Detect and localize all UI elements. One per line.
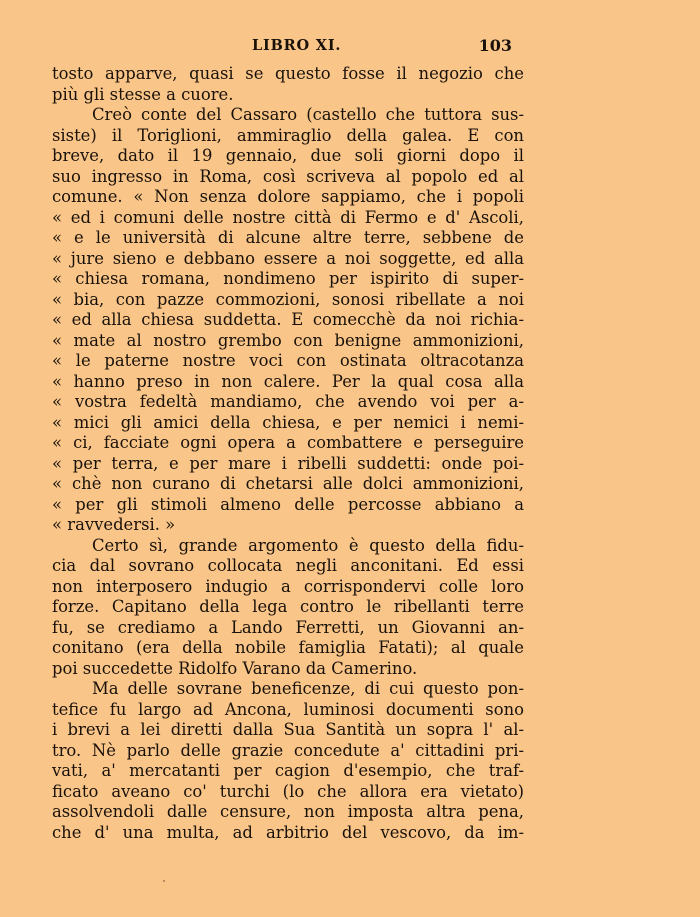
text-line: « ed alla chiesa suddetta. E comecchè da noi richia- — [52, 310, 524, 329]
text-line: tro. Nè parlo delle grazie concedute a' cittadini pri- — [52, 740, 524, 760]
paper-speck — [163, 880, 165, 882]
text-line: non interposero indugio a corrispondervi colle loro — [52, 576, 524, 596]
text-line: poi succedette Ridolfo Varano da Camerino. — [52, 658, 418, 678]
text-line: comune. « Non senza dolore sappiamo, che i popoli — [52, 187, 524, 206]
text-line: cia dal sovrano collocata negli anconitani. Ed essi — [52, 556, 524, 575]
text-line: « ed i comuni delle nostre città di Fermo e d' Ascoli, — [52, 207, 524, 227]
text-line: breve, dato il 19 gennaio, due soli giorni dopo il — [52, 146, 524, 165]
text-line: tefice fu largo ad Ancona, luminosi documenti sono — [52, 699, 524, 719]
text-line: « le paterne nostre voci con ostinata oltracotanza — [52, 351, 524, 370]
text-line: « ravvedersi. » — [52, 515, 176, 534]
text-line: « jure sieno e debbano essere a noi soggette, ed alla — [52, 248, 524, 268]
text-line: « per terra, e per mare i ribelli suddetti: onde poi- — [52, 453, 524, 473]
page-header — [52, 34, 512, 58]
text-line: tosto apparve, quasi se questo fosse il negozio che — [52, 64, 524, 83]
body-text — [52, 64, 524, 843]
text-line: « chè non curano di chetarsi alle dolci ammonizioni, — [52, 474, 524, 493]
text-line: conitano (era della nobile famiglia Fatati); al quale — [52, 638, 524, 657]
text-line: suo ingresso in Roma, così scriveva al popolo ed al — [52, 166, 524, 186]
running-head: LIBRO XI. — [252, 37, 342, 54]
text-line: vati, a' mercatanti per cagion d'esempio, che traf- — [52, 761, 524, 780]
text-line: forze. Capitano della lega contro le ribellanti terre — [52, 597, 524, 616]
text-line: « mici gli amici della chiesa, e per nemici i nemi- — [52, 412, 524, 432]
text-line: « mate al nostro grembo con benigne ammonizioni, — [52, 330, 524, 350]
text-line: Ma delle sovrane beneficenze, di cui questo pon- — [92, 679, 524, 698]
text-line: « chiesa romana, nondimeno per ispirito di super- — [52, 269, 524, 288]
text-line: « bia, con pazze commozioni, sonosi ribellate a noi — [52, 289, 524, 309]
text-line: assolvendoli dalle censure, non imposta altra pena, — [52, 802, 524, 821]
text-line: « e le università di alcune altre terre, sebbene de — [52, 228, 524, 247]
text-line: fu, se crediamo a Lando Ferretti, un Giovanni an- — [52, 617, 524, 637]
text-line: Certo sì, grande argomento è questo della fidu- — [92, 535, 524, 555]
text-line: Creò conte del Cassaro (castello che tuttora sus- — [92, 105, 524, 124]
text-line: i brevi a lei diretti dalla Sua Santità un sopra l' al- — [52, 720, 524, 739]
text-line: che d' una multa, ad arbitrio del vescovo, da im- — [52, 822, 524, 842]
text-line: ficato aveano co' turchi (lo che allora era vietato) — [52, 781, 524, 801]
text-line: « vostra fedeltà mandiamo, che avendo voi per a- — [52, 392, 524, 411]
text-line: « ci, facciate ogni opera a combattere e perseguire — [52, 433, 524, 452]
text-line: « per gli stimoli almeno delle percosse abbiano a — [52, 494, 524, 514]
text-line: più gli stesse a cuore. — [52, 84, 234, 104]
text-line: « hanno preso in non calere. Per la qual cosa alla — [52, 371, 524, 391]
page-number: 103 — [478, 36, 512, 55]
text-line: siste) il Toriglioni, ammiraglio della galea. E con — [52, 125, 524, 145]
